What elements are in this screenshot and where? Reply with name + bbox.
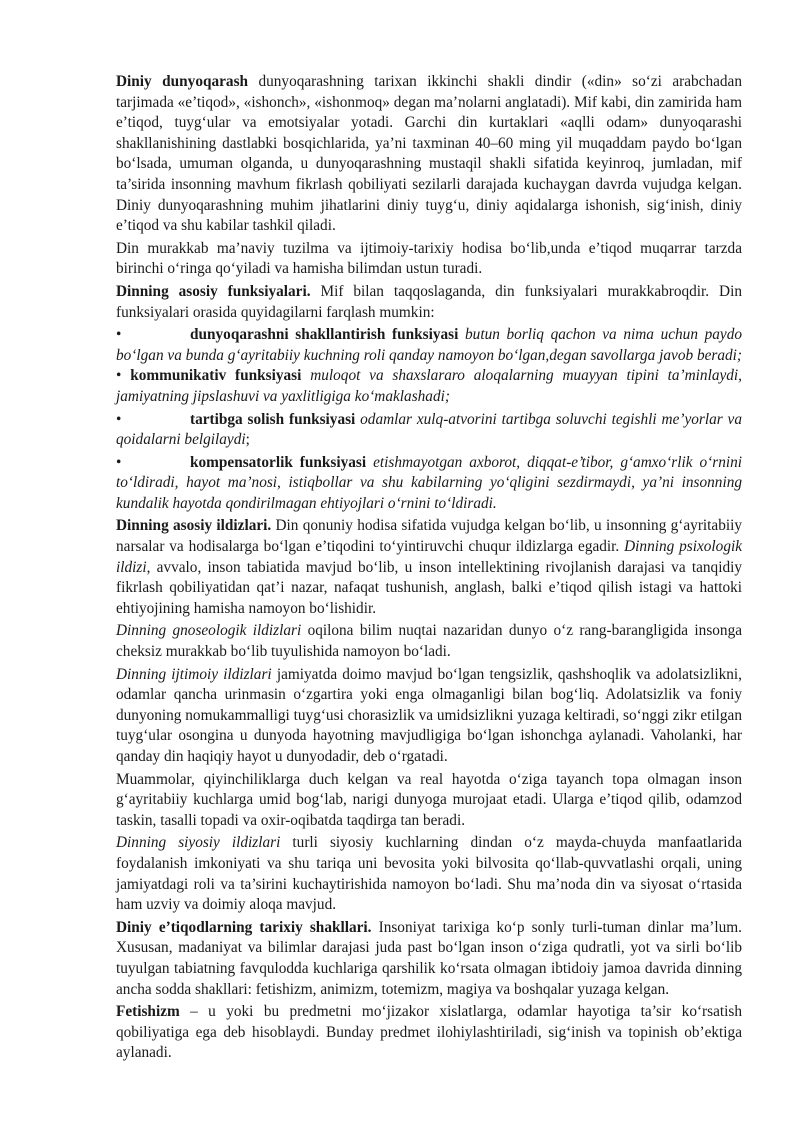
bullet-marker: • xyxy=(116,410,122,428)
italic-text: etishmayotgan axborot, diqqat-e’tibor, g‘amxo‘rlik o‘rnini to‘ldiradi, hayot ma’nosi, istiqbollar va shu kabilarning yo‘qligini sezdirmaydi, ya’ni insonning kundalik hayotda qondirilmagan ehtiyojlari o‘rnini to‘ldiradi. xyxy=(116,453,742,512)
body-text: Din qonuniy hodisa sifatida vujudga kelgan bo‘lib, u insonning g‘ayritabiiy narsalar va hodisalarga bo‘lgan e’tiqodini to‘yintiruvchi chuqur ildizlarga egadir. xyxy=(116,517,742,556)
bold-text: tartibga solish funksiyasi xyxy=(190,410,356,428)
body-text: turli siyosiy kuchlarning dindan o‘z mayda-chuyda manfaatlarida foydalanish imkoniyati va shu tariqa uni bevosita yoki bilvosita qo‘llab-quvvatlashi orqali, uning jamiyatdagi roli va ta’sirini kuchaytirishida namoyon bo‘ladi. Shu ma’noda din va siyosat o‘rtasida ham uzviy va doimiy aloqa mavjud. xyxy=(116,834,742,914)
bold-text: kommunikativ funksiyasi xyxy=(130,367,302,385)
body-text: • xyxy=(116,367,131,385)
italic-text: butun borliq qachon va nima uchun paydo bo‘lgan va bunda g‘ayritabiiy kuchning roli qanday namoyon bo‘lgan,degan savollarga javob beradi; xyxy=(116,326,743,364)
paragraph-p12 xyxy=(116,918,742,1000)
paragraph-p6 xyxy=(116,453,742,515)
body-text: Insoniyat tarixiga ko‘p sonly turli-tuman dinlar ma’lum. Xususan, madaniyat va bilimlar darajasi juda past bo‘lgan inson o‘ziga qudratli, yot va sirli bo‘lib tuyulgan tabiatning favqulodda kuchlariga qarshilik ko‘rsata olmagan ibtidoiy jamoa davrida dinning ancha sodda shakllari: fetishizm, animizm, totemizm, magiya va boshqalar yuzaga kelgan. xyxy=(116,918,742,998)
paragraph-p8 xyxy=(116,621,742,662)
italic-text: odamlar xulq-atvorini tartibga soluvchi tegishli me’yorlar va qoidalarni belgilaydi xyxy=(116,410,742,449)
bullet-marker: • xyxy=(116,453,122,471)
paragraph-p7 xyxy=(116,516,742,619)
bold-text: kompensatorlik funksiyasi xyxy=(190,453,367,471)
bold-text: Dinning asosiy ildizlari. xyxy=(116,517,272,535)
body-text: Muammolar, qiyinchiliklarga duch kelgan va real hayotda o‘ziga tayanch topa olmagan inson g‘ayritabiiy kuchlarga umid bog‘lab, narigi dunyoga murojaat etadi. Ularga e’tiqod qilib, odamzod taskin, tasalli topadi va oxir-oqibatda taqdirga tan beradi. xyxy=(116,770,742,829)
body-text: , avvalo, inson tabiatida mavjud bo‘lib, u inson intellektining rivojlanish darajasi va tanqidiy fikrlash qobiliyatidan qat’i nazar, nafaqat tushunish, anglash, balki e’tiqod qilish istagi va hattoki ehtiyojining hamisha namoyon bo‘lishidir. xyxy=(116,558,742,617)
bold-text: Fetishizm xyxy=(116,1003,180,1021)
paragraph-p2 xyxy=(116,239,742,280)
italic-text: Dinning psixologik ildizi xyxy=(116,538,743,576)
body-text: Mif bilan taqqoslaganda, din funksiyalari murakkabroqdir. Din funksiyalari orasida quyidagilarni farqlash mumkin: xyxy=(116,282,742,321)
italic-text: Dinning ijtimoiy ildizlari xyxy=(116,665,272,683)
body-text: Din murakkab ma’naviy tuzilma va ijtimoiy-tarixiy hodisa bo‘lib,unda e’tiqod muqarrar tarzda birinchi o‘ringa qo‘yiladi va hamisha bilimdan ustun turadi. xyxy=(116,239,742,278)
bullet-marker: • xyxy=(116,326,122,344)
body-text: ; xyxy=(245,431,250,449)
italic-text: Dinning gnoseologik ildizlari xyxy=(116,622,302,640)
paragraph-p11 xyxy=(116,833,742,915)
bold-text: Diniy dunyoqarash xyxy=(116,73,249,90)
paragraph-p3 xyxy=(116,282,742,323)
paragraph-p4 xyxy=(116,325,742,407)
bold-text: Diniy e’tiqodlarning tarixiy shakllari. xyxy=(116,918,372,936)
paragraph-p5 xyxy=(116,410,742,451)
paragraph-p13 xyxy=(116,1002,742,1064)
italic-text: Dinning siyosiy ildizlari xyxy=(116,834,281,852)
body-text: – u yoki bu predmetni mo‘jizakor xislatlarga, odamlar hayotiga ta’sir ko‘rsatish qobiliyatiga ega deb hisoblaydi. Bunday predmet ilohiylashtiriladi, sig‘inish va topinish ob’ektiga aylanadi. xyxy=(116,1003,742,1062)
paragraph-p10 xyxy=(116,770,742,832)
body-text: oqilona bilim nuqtai nazaridan dunyo o‘z rang-barangligida insonga cheksiz murakkab bo‘lib tuyulishida namoyon bo‘ladi. xyxy=(116,622,743,661)
bold-text: dunyoqarashni shakllantirish funksiyasi xyxy=(190,326,459,344)
paragraph-p9 xyxy=(116,665,742,768)
body-text: dunyoqarashning tarixan ikkinchi shakli dindir («din» so‘zi arabchadan tarjimada «e’tiqod», «ishonch», «ishonmoq» degan ma’nolarni anglatadi). Mif kabi, din zamirida ham e’tiqod, tuyg‘ular va emotsiyalar yotadi. Garchi din kurtaklari «aqlli odam» dunyoqarashi shakllanishining dastlabki bosqichlarida, ya’ni taxminan 40–60 ming yil muqaddam paydo bo‘lgan bo‘lsada, umuman olganda, u dunyoqarashning mustaqil shakli sifatida keyinroq, jumladan, mif ta’sirida insonning mavhum fikrlash qobiliyati sezilarli darajada kuchaygan davrda vujudga kelgan. Diniy dunyoqarashning muhim jihatlarini diniy tuyg‘u, diniy aqidalarga ishonish, sig‘inish, diniy e’tiqod va shu kabilar tashkil qiladi. xyxy=(116,73,742,235)
italic-text: muloqot va shaxslararo aloqalarning muayyan tipini ta’minlaydi, jamiyatning jipslashuvi va yaxlitligiga ko‘maklashadi; xyxy=(116,367,742,405)
bold-text: Dinning asosiy funksiyalari. xyxy=(116,282,311,300)
body-text: jamiyatda doimo mavjud bo‘lgan tengsizlik, qashshoqlik va adolatsizlikni, odamlar qancha urinmasin o‘zgartira yoki enga olmaganligi bilan bog‘liq. Adolatsizlik va foniy dunyoning nomukammalligi tuyg‘usi chorasizlik va umidsizlikni yuzaga keltiradi, so‘nggi zikr etilgan tuyg‘ular osongina u dunyoda hayotning mavjudligiga bo‘lgan ishonchga aylanadi. Vaholanki, har qanday din haqiqiy hayot u dunyodadir, deb o‘rgatadi. xyxy=(116,665,742,765)
paragraph-p1 xyxy=(116,72,742,237)
